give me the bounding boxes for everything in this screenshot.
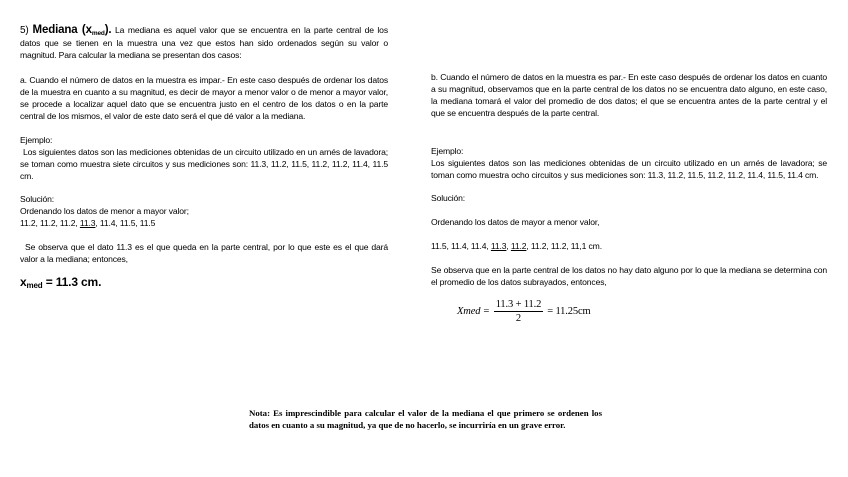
left-column [20,24,388,288]
sorted-data-right: 11.5, 11.4, 11.4, 11.3, 11.2, 11.2, 11.2, 11,1 cm. [431,241,602,251]
ordenando-left: Ordenando los datos de menor a mayor valor; [20,206,189,216]
formula-numerator: 11.3 + 11.2 [495,299,542,310]
median-value-2-underlined: 11.2 [510,241,527,251]
formula-lhs: Xmed = [457,305,490,317]
formula-fraction [494,298,544,325]
formula-rhs: = 11.25cm [547,305,591,317]
case-b-text: b. Cuando el número de datos en la muestra es par.- En este caso después de ordenar los datos en cuanto a su magnitud, observamos que en la parte central de los datos no se encuentra dato alguno, en este caso, la mediana tomará el valor del promedio de dos datos; el que se encuentra antes de la parte central y el que se encuentra después de la parte central. [431,72,827,118]
solucion-label-left: Solución: [20,194,55,204]
formula-denominator: 2 [515,313,522,324]
intro-text: La mediana es aquel valor que se encuentra en la parte central de los datos que se tienen en la muestra una vez que estos han sido ordenados según su valor o magnitud. Para calcular la mediana se presentan dos casos: [20,25,388,60]
median-formula [457,298,827,325]
ejemplo-text-right: Los siguientes datos son las mediciones obtenidas de un circuito utilizado en un arnés de lavadora; se toman como muestra ocho circuitos y sus mediciones son: 11.3, 11.2, 11.5, 11.2, 11.2, 11.4, 11.5, 11.4 cm. [431,158,827,180]
median-value-underlined: 11.3 [79,218,96,228]
median-value-1-underlined: 11.3 [490,241,507,251]
ordenando-right: Ordenando los datos de mayor a menor valor, [431,217,600,227]
sorted-data-left: 11.2, 11.2, 11.2, 11.3, 11.4, 11.5, 11.5 [20,218,156,228]
nota-text: Nota: Es imprescindible para calcular el valor de la mediana el que primero se ordenen los datos en cuanto a su magnitud, ya que de no hacerlo, se incurriría en un grave error. [249,408,602,430]
case-a-text: a. Cuando el número de datos en la muestra es impar.- En este caso después de ordenar los datos de la muestra en cuanto a su magnitud, es decir de mayor a menor valor o de menor a mayor valor, se procede a localizar aquel dato que se encuentra justo en el centro de los datos o en la parte central de los mismos, el valor de este dato será el que dé valor a la mediana. [20,75,388,121]
ejemplo-label-right: Ejemplo: [431,146,464,156]
mediana-intro [20,24,388,61]
ejemplo-label-left: Ejemplo: [20,135,53,145]
solucion-label-right: Solución: [431,193,466,203]
observation-right: Se observa que en la parte central de los datos no hay dato alguno por lo que la mediana se determina con el promedio de los datos subrayados, entonces, [431,265,827,287]
right-column [431,71,827,325]
result-left: $x_{med} = 11.3$ cm. [20,275,102,290]
ejemplo-text-left: Los siguientes datos son las mediciones obtenidas de un circuito utilizado en un arnés de lavadora; se toman como muestra siete circuitos y sus mediciones son: 11.3, 11.2, 11.5, 11.2, 11.2, 11.4, 11.5 cm. [20,147,388,181]
section-heading: 5) Mediana $(x_{med})$. [20,24,112,37]
observation-left: Se observa que el dato 11.3 es el que queda en la parte central, por lo que este es el que dará valor a la mediana; entonces, [20,242,388,264]
